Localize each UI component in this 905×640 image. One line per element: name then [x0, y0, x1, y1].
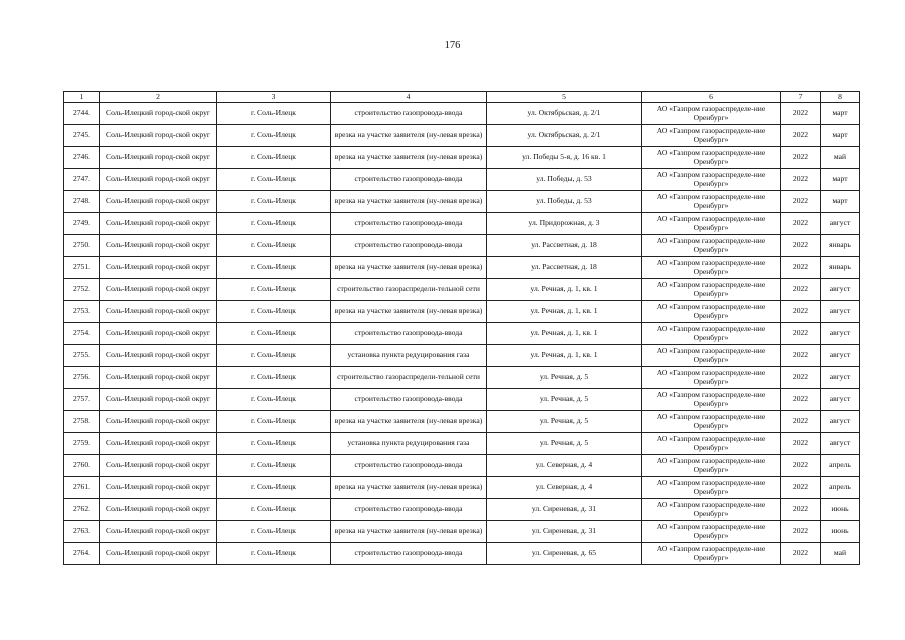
- cell-organization: АО «Газпром газораспределе-ние Оренбург»: [642, 323, 781, 345]
- cell-organization: АО «Газпром газораспределе-ние Оренбург»: [642, 477, 781, 499]
- cell-work-type: строительство газопровода-ввода: [331, 103, 487, 125]
- cell-month: январь: [821, 235, 860, 257]
- cell-work-type: врезка на участке заявителя (ну-левая врезка): [331, 301, 487, 323]
- cell-district: Соль-Илецкий город-ской округ: [100, 169, 217, 191]
- cell-organization: АО «Газпром газораспределе-ние Оренбург»: [642, 103, 781, 125]
- cell-organization: АО «Газпром газораспределе-ние Оренбург»: [642, 389, 781, 411]
- cell-district: Соль-Илецкий город-ской округ: [100, 279, 217, 301]
- cell-locality: г. Соль-Илецк: [217, 455, 331, 477]
- cell-address: ул. Рассветная, д. 18: [487, 235, 642, 257]
- cell-number: 2750.: [64, 235, 100, 257]
- cell-address: ул. Победы, д. 53: [487, 169, 642, 191]
- cell-organization: АО «Газпром газораспределе-ние Оренбург»: [642, 301, 781, 323]
- cell-year: 2022: [781, 125, 821, 147]
- table-row: [64, 103, 860, 125]
- cell-month: август: [821, 323, 860, 345]
- cell-locality: г. Соль-Илецк: [217, 147, 331, 169]
- cell-organization: АО «Газпром газораспределе-ние Оренбург»: [642, 147, 781, 169]
- cell-year: 2022: [781, 367, 821, 389]
- cell-number: 2748.: [64, 191, 100, 213]
- cell-year: 2022: [781, 477, 821, 499]
- cell-locality: г. Соль-Илецк: [217, 103, 331, 125]
- cell-organization: АО «Газпром газораспределе-ние Оренбург»: [642, 521, 781, 543]
- cell-address: ул. Октябрьская, д. 2/1: [487, 125, 642, 147]
- table-row: [64, 389, 860, 411]
- cell-district: Соль-Илецкий город-ской округ: [100, 235, 217, 257]
- column-header: 5: [487, 92, 642, 103]
- cell-number: 2754.: [64, 323, 100, 345]
- cell-address: ул. Речная, д. 5: [487, 411, 642, 433]
- cell-organization: АО «Газпром газораспределе-ние Оренбург»: [642, 125, 781, 147]
- table-row: [64, 301, 860, 323]
- table-row: [64, 147, 860, 169]
- cell-number: 2745.: [64, 125, 100, 147]
- cell-address: ул. Рассветная, д. 18: [487, 257, 642, 279]
- cell-address: ул. Победы, д. 53: [487, 191, 642, 213]
- cell-district: Соль-Илецкий город-ской округ: [100, 499, 217, 521]
- cell-locality: г. Соль-Илецк: [217, 279, 331, 301]
- cell-month: май: [821, 147, 860, 169]
- cell-district: Соль-Илецкий город-ской округ: [100, 147, 217, 169]
- cell-number: 2756.: [64, 367, 100, 389]
- cell-month: апрель: [821, 477, 860, 499]
- cell-month: январь: [821, 257, 860, 279]
- cell-work-type: строительство газопровода-ввода: [331, 323, 487, 345]
- cell-address: ул. Речная, д. 5: [487, 389, 642, 411]
- table-row: [64, 279, 860, 301]
- cell-number: 2752.: [64, 279, 100, 301]
- table-row: [64, 411, 860, 433]
- cell-number: 2755.: [64, 345, 100, 367]
- cell-month: март: [821, 169, 860, 191]
- cell-work-type: врезка на участке заявителя (ну-левая врезка): [331, 125, 487, 147]
- cell-year: 2022: [781, 543, 821, 565]
- cell-year: 2022: [781, 169, 821, 191]
- cell-number: 2746.: [64, 147, 100, 169]
- cell-locality: г. Соль-Илецк: [217, 411, 331, 433]
- cell-locality: г. Соль-Илецк: [217, 345, 331, 367]
- column-header: 4: [331, 92, 487, 103]
- cell-address: ул. Речная, д. 1, кв. 1: [487, 279, 642, 301]
- cell-work-type: строительство газопровода-ввода: [331, 455, 487, 477]
- cell-locality: г. Соль-Илецк: [217, 323, 331, 345]
- column-header: 3: [217, 92, 331, 103]
- cell-work-type: строительство газораспредели-тельной сети: [331, 279, 487, 301]
- cell-locality: г. Соль-Илецк: [217, 213, 331, 235]
- table-row: [64, 169, 860, 191]
- cell-address: ул. Речная, д. 5: [487, 367, 642, 389]
- cell-locality: г. Соль-Илецк: [217, 301, 331, 323]
- cell-organization: АО «Газпром газораспределе-ние Оренбург»: [642, 235, 781, 257]
- cell-year: 2022: [781, 191, 821, 213]
- cell-year: 2022: [781, 345, 821, 367]
- cell-address: ул. Сиреневая, д. 65: [487, 543, 642, 565]
- cell-year: 2022: [781, 323, 821, 345]
- cell-number: 2753.: [64, 301, 100, 323]
- cell-month: май: [821, 543, 860, 565]
- cell-month: июнь: [821, 521, 860, 543]
- cell-work-type: строительство газопровода-ввода: [331, 499, 487, 521]
- cell-district: Соль-Илецкий город-ской округ: [100, 389, 217, 411]
- cell-number: 2764.: [64, 543, 100, 565]
- table-row: [64, 455, 860, 477]
- cell-district: Соль-Илецкий город-ской округ: [100, 433, 217, 455]
- cell-organization: АО «Газпром газораспределе-ние Оренбург»: [642, 191, 781, 213]
- cell-address: ул. Северная, д. 4: [487, 477, 642, 499]
- column-header: 7: [781, 92, 821, 103]
- cell-locality: г. Соль-Илецк: [217, 521, 331, 543]
- cell-locality: г. Соль-Илецк: [217, 125, 331, 147]
- cell-district: Соль-Илецкий город-ской округ: [100, 367, 217, 389]
- cell-year: 2022: [781, 103, 821, 125]
- table-header-row: [64, 92, 860, 103]
- cell-year: 2022: [781, 499, 821, 521]
- table-row: [64, 213, 860, 235]
- column-header: 6: [642, 92, 781, 103]
- cell-work-type: строительство газопровода-ввода: [331, 169, 487, 191]
- cell-year: 2022: [781, 301, 821, 323]
- cell-locality: г. Соль-Илецк: [217, 389, 331, 411]
- column-header: 2: [100, 92, 217, 103]
- cell-address: ул. Речная, д. 5: [487, 433, 642, 455]
- cell-locality: г. Соль-Илецк: [217, 477, 331, 499]
- cell-month: март: [821, 125, 860, 147]
- table-row: [64, 235, 860, 257]
- cell-work-type: врезка на участке заявителя (ну-левая врезка): [331, 147, 487, 169]
- table-row: [64, 521, 860, 543]
- table-row: [64, 543, 860, 565]
- cell-address: ул. Придорожная, д. 3: [487, 213, 642, 235]
- cell-number: 2759.: [64, 433, 100, 455]
- cell-number: 2763.: [64, 521, 100, 543]
- cell-district: Соль-Илецкий город-ской округ: [100, 301, 217, 323]
- cell-month: апрель: [821, 455, 860, 477]
- cell-work-type: врезка на участке заявителя (ну-левая врезка): [331, 191, 487, 213]
- cell-year: 2022: [781, 411, 821, 433]
- cell-year: 2022: [781, 147, 821, 169]
- table-row: [64, 191, 860, 213]
- cell-address: ул. Речная, д. 1, кв. 1: [487, 345, 642, 367]
- cell-month: август: [821, 433, 860, 455]
- cell-organization: АО «Газпром газораспределе-ние Оренбург»: [642, 279, 781, 301]
- cell-work-type: строительство газопровода-ввода: [331, 389, 487, 411]
- cell-year: 2022: [781, 389, 821, 411]
- cell-address: ул. Сиреневая, д. 31: [487, 521, 642, 543]
- cell-address: ул. Октябрьская, д. 2/1: [487, 103, 642, 125]
- cell-year: 2022: [781, 213, 821, 235]
- cell-month: август: [821, 345, 860, 367]
- cell-month: август: [821, 213, 860, 235]
- cell-locality: г. Соль-Илецк: [217, 367, 331, 389]
- cell-locality: г. Соль-Илецк: [217, 257, 331, 279]
- cell-locality: г. Соль-Илецк: [217, 169, 331, 191]
- cell-address: ул. Северная, д. 4: [487, 455, 642, 477]
- cell-year: 2022: [781, 521, 821, 543]
- table-row: [64, 367, 860, 389]
- cell-district: Соль-Илецкий город-ской округ: [100, 103, 217, 125]
- column-header: 8: [821, 92, 860, 103]
- cell-month: август: [821, 279, 860, 301]
- cell-month: март: [821, 191, 860, 213]
- cell-number: 2760.: [64, 455, 100, 477]
- cell-organization: АО «Газпром газораспределе-ние Оренбург»: [642, 433, 781, 455]
- cell-month: август: [821, 301, 860, 323]
- cell-month: июнь: [821, 499, 860, 521]
- cell-address: ул. Речная, д. 1, кв. 1: [487, 301, 642, 323]
- cell-month: август: [821, 411, 860, 433]
- table-row: [64, 345, 860, 367]
- cell-organization: АО «Газпром газораспределе-ние Оренбург»: [642, 345, 781, 367]
- cell-work-type: врезка на участке заявителя (ну-левая врезка): [331, 521, 487, 543]
- cell-district: Соль-Илецкий город-ской округ: [100, 125, 217, 147]
- cell-district: Соль-Илецкий город-ской округ: [100, 455, 217, 477]
- cell-work-type: установка пункта редуцирования газа: [331, 345, 487, 367]
- table-row: [64, 433, 860, 455]
- cell-organization: АО «Газпром газораспределе-ние Оренбург»: [642, 455, 781, 477]
- cell-organization: АО «Газпром газораспределе-ние Оренбург»: [642, 411, 781, 433]
- cell-year: 2022: [781, 257, 821, 279]
- cell-locality: г. Соль-Илецк: [217, 433, 331, 455]
- cell-number: 2762.: [64, 499, 100, 521]
- cell-district: Соль-Илецкий город-ской округ: [100, 213, 217, 235]
- cell-district: Соль-Илецкий город-ской округ: [100, 191, 217, 213]
- cell-month: март: [821, 103, 860, 125]
- cell-year: 2022: [781, 433, 821, 455]
- cell-number: 2757.: [64, 389, 100, 411]
- cell-year: 2022: [781, 235, 821, 257]
- cell-organization: АО «Газпром газораспределе-ние Оренбург»: [642, 169, 781, 191]
- registry-table: [63, 91, 860, 565]
- cell-address: ул. Речная, д. 1, кв. 1: [487, 323, 642, 345]
- cell-district: Соль-Илецкий город-ской округ: [100, 543, 217, 565]
- cell-number: 2758.: [64, 411, 100, 433]
- cell-work-type: врезка на участке заявителя (ну-левая врезка): [331, 411, 487, 433]
- cell-work-type: врезка на участке заявителя (ну-левая врезка): [331, 257, 487, 279]
- cell-work-type: строительство газораспредели-тельной сети: [331, 367, 487, 389]
- cell-number: 2749.: [64, 213, 100, 235]
- cell-number: 2747.: [64, 169, 100, 191]
- table-row: [64, 257, 860, 279]
- table-row: [64, 477, 860, 499]
- page-number: 176: [444, 40, 461, 51]
- cell-organization: АО «Газпром газораспределе-ние Оренбург»: [642, 257, 781, 279]
- cell-work-type: установка пункта редуцирования газа: [331, 433, 487, 455]
- cell-district: Соль-Илецкий город-ской округ: [100, 477, 217, 499]
- table-row: [64, 125, 860, 147]
- cell-work-type: строительство газопровода-ввода: [331, 543, 487, 565]
- cell-locality: г. Соль-Илецк: [217, 235, 331, 257]
- cell-locality: г. Соль-Илецк: [217, 191, 331, 213]
- cell-district: Соль-Илецкий город-ской округ: [100, 411, 217, 433]
- cell-work-type: строительство газопровода-ввода: [331, 235, 487, 257]
- cell-organization: АО «Газпром газораспределе-ние Оренбург»: [642, 367, 781, 389]
- cell-work-type: строительство газопровода-ввода: [331, 213, 487, 235]
- cell-month: август: [821, 389, 860, 411]
- cell-number: 2744.: [64, 103, 100, 125]
- cell-month: август: [821, 367, 860, 389]
- table-row: [64, 499, 860, 521]
- cell-district: Соль-Илецкий город-ской округ: [100, 345, 217, 367]
- table-row: [64, 323, 860, 345]
- cell-district: Соль-Илецкий город-ской округ: [100, 257, 217, 279]
- column-header: 1: [64, 92, 100, 103]
- cell-address: ул. Победы 5-я, д. 16 кв. 1: [487, 147, 642, 169]
- cell-address: ул. Сиреневая, д. 31: [487, 499, 642, 521]
- cell-organization: АО «Газпром газораспределе-ние Оренбург»: [642, 499, 781, 521]
- cell-work-type: врезка на участке заявителя (ну-левая врезка): [331, 477, 487, 499]
- cell-number: 2751.: [64, 257, 100, 279]
- cell-year: 2022: [781, 279, 821, 301]
- cell-district: Соль-Илецкий город-ской округ: [100, 323, 217, 345]
- cell-organization: АО «Газпром газораспределе-ние Оренбург»: [642, 213, 781, 235]
- cell-locality: г. Соль-Илецк: [217, 499, 331, 521]
- cell-district: Соль-Илецкий город-ской округ: [100, 521, 217, 543]
- cell-year: 2022: [781, 455, 821, 477]
- cell-number: 2761.: [64, 477, 100, 499]
- cell-locality: г. Соль-Илецк: [217, 543, 331, 565]
- cell-organization: АО «Газпром газораспределе-ние Оренбург»: [642, 543, 781, 565]
